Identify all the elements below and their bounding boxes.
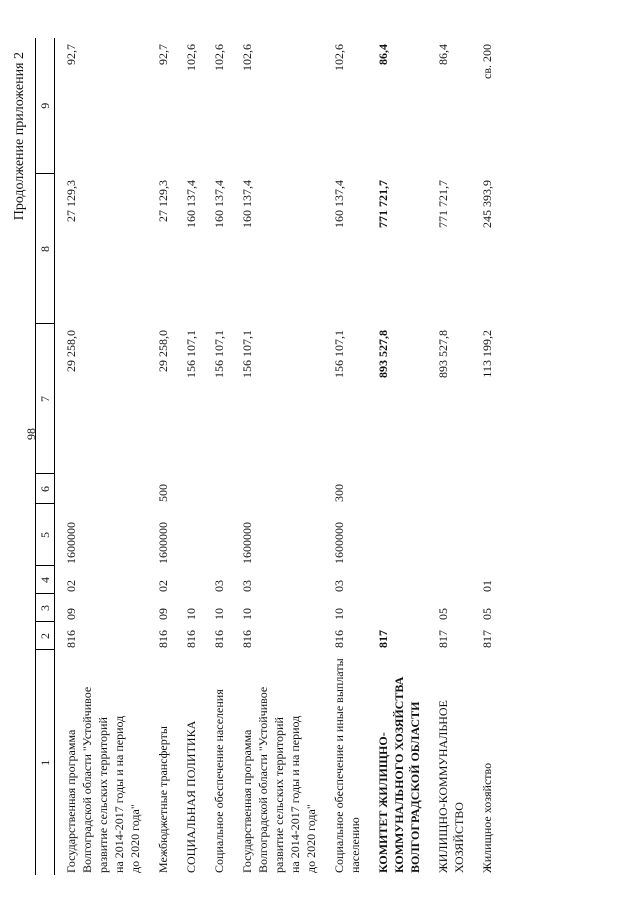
code-admin: 816 xyxy=(184,630,198,648)
code-section: 10 xyxy=(212,608,226,620)
table-row xyxy=(323,38,367,875)
actual-amount: 771 721,7 xyxy=(436,180,450,228)
table-body xyxy=(55,38,496,875)
continuation-note: Продолжение приложения 2 xyxy=(12,52,27,221)
execution-percent: 102,6 xyxy=(332,44,346,71)
table-header-row xyxy=(36,38,55,875)
code-section: 09 xyxy=(64,608,78,620)
table-row xyxy=(147,38,175,875)
code-subsection xyxy=(175,566,203,594)
execution-percent: 102,6 xyxy=(184,44,198,71)
code-expense-type xyxy=(55,474,148,504)
column-header: 7 xyxy=(36,324,55,474)
execution-percent: 86,4 xyxy=(376,44,390,65)
code-section: 05 xyxy=(480,608,494,620)
code-subsection: 02 xyxy=(156,580,170,592)
code-expense-type xyxy=(231,474,323,504)
code-expense-type xyxy=(175,474,203,504)
code-section xyxy=(367,594,427,622)
code-admin: 816 xyxy=(212,630,226,648)
planned-amount: 893 527,8 xyxy=(376,330,390,378)
code-section: 10 xyxy=(240,608,254,620)
column-header: 6 xyxy=(36,474,55,504)
row-label: ЖИЛИЩНО-КОММУНАЛЬНОЕ ХОЗЯЙСТВО xyxy=(436,700,466,873)
actual-amount: 771 721,7 xyxy=(376,180,390,228)
code-admin: 817 xyxy=(436,630,450,648)
code-section: 09 xyxy=(156,608,170,620)
execution-percent: 102,6 xyxy=(212,44,226,71)
planned-amount: 156 107,1 xyxy=(240,330,254,378)
code-admin: 816 xyxy=(240,630,254,648)
code-section: 10 xyxy=(332,608,346,620)
code-subsection xyxy=(427,566,471,594)
code-section: 10 xyxy=(184,608,198,620)
row-label: СОЦИАЛЬНАЯ ПОЛИТИКА xyxy=(184,720,198,873)
code-subsection: 03 xyxy=(240,580,254,592)
code-expense-type: 300 xyxy=(332,484,346,502)
table-row xyxy=(367,38,427,875)
code-target xyxy=(471,504,495,566)
code-section: 05 xyxy=(436,608,450,620)
code-target: 1600000 xyxy=(64,522,78,564)
code-admin: 816 xyxy=(156,630,170,648)
code-admin: 816 xyxy=(332,630,346,648)
code-target xyxy=(367,504,427,566)
planned-amount: 156 107,1 xyxy=(184,330,198,378)
actual-amount: 160 137,4 xyxy=(240,180,254,228)
row-label: Государственная программа Волгоградской области "Устойчивое развитие сельских территорий на 2014-2017 годы и на период до 2020 года" xyxy=(64,686,142,873)
code-target xyxy=(203,504,231,566)
table-row xyxy=(175,38,203,875)
table-row xyxy=(203,38,231,875)
row-label: Государственная программа Волгоградской области "Устойчивое развитие сельских территорий на 2014-2017 годы и на период до 2020 года" xyxy=(240,686,318,873)
table-row xyxy=(231,38,323,875)
actual-amount: 27 129,3 xyxy=(156,180,170,222)
execution-percent: св. 200 xyxy=(480,44,494,79)
table-row xyxy=(471,38,495,875)
column-header: 4 xyxy=(36,566,55,594)
code-subsection xyxy=(367,566,427,594)
column-header: 2 xyxy=(36,622,55,650)
code-expense-type xyxy=(471,474,495,504)
row-label: Межбюджетные трансферты xyxy=(156,726,170,873)
actual-amount: 245 393,9 xyxy=(480,180,494,228)
row-label: Жилищное хозяйство xyxy=(480,762,494,873)
row-label: Социальное обеспечение и иные выплаты населению xyxy=(332,658,362,873)
planned-amount: 29 258,0 xyxy=(64,330,78,372)
row-label: КОМИТЕТ ЖИЛИЩНО-КОММУНАЛЬНОГО ХОЗЯЙСТВА ВОЛГОГРАДСКОЙ ОБЛАСТИ xyxy=(376,676,422,873)
code-admin: 817 xyxy=(376,630,390,648)
code-target xyxy=(427,504,471,566)
planned-amount: 29 258,0 xyxy=(156,330,170,372)
planned-amount: 893 527,8 xyxy=(436,330,450,378)
execution-percent: 92,7 xyxy=(156,44,170,65)
code-expense-type: 500 xyxy=(156,484,170,502)
code-target: 1600000 xyxy=(240,522,254,564)
code-subsection: 03 xyxy=(332,580,346,592)
planned-amount: 156 107,1 xyxy=(332,330,346,378)
column-header: 1 xyxy=(36,650,55,875)
planned-amount: 156 107,1 xyxy=(212,330,226,378)
row-label: Социальное обеспечение населения xyxy=(212,689,226,873)
planned-amount: 113 199,2 xyxy=(480,330,494,378)
column-header: 3 xyxy=(36,594,55,622)
execution-percent: 86,4 xyxy=(436,44,450,65)
page-number: 98 xyxy=(24,428,38,440)
code-admin: 817 xyxy=(480,630,494,648)
table-row xyxy=(427,38,471,875)
code-target xyxy=(175,504,203,566)
code-subsection: 02 xyxy=(64,580,78,592)
actual-amount: 160 137,4 xyxy=(212,180,226,228)
code-target: 1600000 xyxy=(156,522,170,564)
report-table xyxy=(35,38,495,875)
execution-percent: 102,6 xyxy=(240,44,254,71)
column-header: 5 xyxy=(36,504,55,566)
column-header: 8 xyxy=(36,174,55,324)
code-expense-type xyxy=(367,474,427,504)
actual-amount: 160 137,4 xyxy=(184,180,198,228)
table-row xyxy=(55,38,148,875)
code-subsection: 01 xyxy=(480,580,494,592)
actual-amount: 160 137,4 xyxy=(332,180,346,228)
execution-percent: 92,7 xyxy=(64,44,78,65)
code-expense-type xyxy=(203,474,231,504)
column-header: 9 xyxy=(36,38,55,174)
actual-amount: 27 129,3 xyxy=(64,180,78,222)
code-target: 1600000 xyxy=(332,522,346,564)
code-admin: 816 xyxy=(64,630,78,648)
code-subsection: 03 xyxy=(212,580,226,592)
code-expense-type xyxy=(427,474,471,504)
